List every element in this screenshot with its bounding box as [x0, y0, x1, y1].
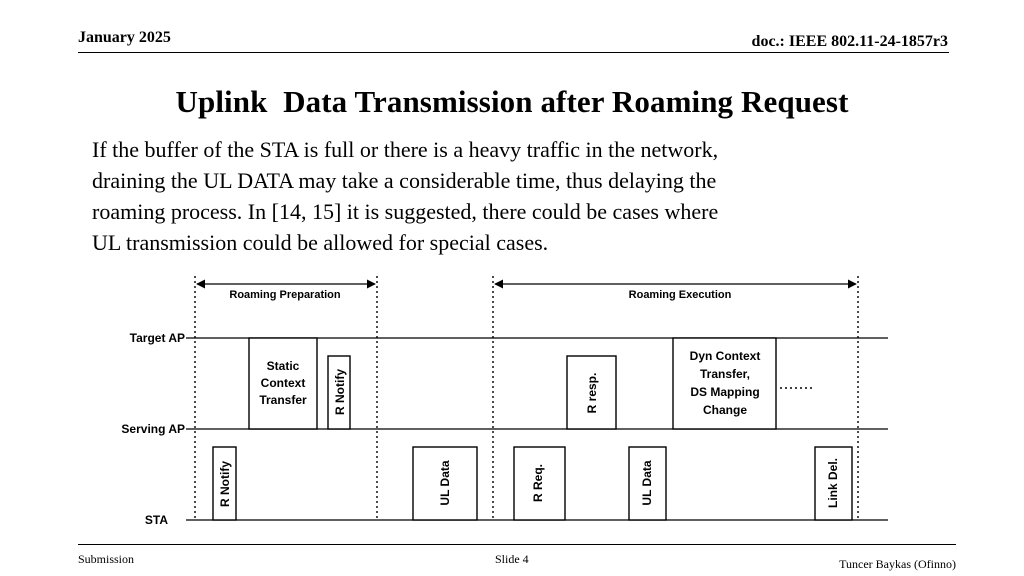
ul-data-box-1 — [413, 447, 477, 520]
link-del-label: Link Del. — [826, 457, 840, 509]
serving-ap-label: Serving AP — [121, 422, 185, 436]
body-line-4: UL transmission could be allowed for special cases. — [92, 230, 549, 255]
target-ap-label: Target AP — [129, 331, 185, 345]
slide-title: Uplink Data Transmission after Roaming Request — [175, 84, 849, 119]
footer-slide-number: Slide 4 — [495, 552, 529, 566]
header-doc-id: doc.: IEEE 802.11-24-1857r3 — [751, 33, 948, 50]
body-line-2: draining the UL DATA may take a considerable time, thus delaying the — [92, 168, 717, 193]
dyn-context-line-1: Dyn Context — [689, 349, 761, 363]
dyn-context-transfer-box — [673, 338, 776, 429]
static-context-line-2: Context — [260, 376, 306, 390]
static-context-transfer-box — [249, 338, 317, 429]
preparation-label: Roaming Preparation — [229, 289, 341, 301]
dyn-context-line-4: Change — [702, 403, 748, 417]
r-resp-box — [567, 356, 616, 429]
static-context-line-3: Transfer — [259, 393, 307, 407]
r-resp-label: R resp. — [585, 372, 599, 414]
r-notify-target-label: R Notify — [333, 369, 347, 415]
header-date: January 2025 — [78, 29, 171, 46]
r-req-label: R Req. — [531, 463, 545, 503]
link-del-box — [815, 447, 852, 520]
ul-data-2-label: UL Data — [640, 460, 654, 506]
dyn-context-line-2: Transfer, — [699, 367, 751, 381]
sta-label: STA — [144, 513, 168, 527]
body-line-1: If the buffer of the STA is full or there is a heavy traffic in the network, — [92, 137, 719, 162]
r-notify-target-box — [328, 356, 350, 429]
dyn-context-line-3: DS Mapping — [690, 385, 760, 399]
ul-data-box-2 — [629, 447, 666, 520]
r-notify-sta-box — [213, 447, 236, 520]
ul-data-1-label: UL Data — [438, 460, 452, 506]
body-line-3: roaming process. In [14, 15] it is suggested, there could be cases where — [92, 199, 719, 224]
static-context-line-1: Static — [266, 359, 300, 373]
footer-divider — [78, 544, 956, 545]
r-req-box — [514, 447, 565, 520]
r-notify-sta-label: R Notify — [218, 461, 232, 507]
footer-author: Tuncer Baykas (Ofinno) — [839, 557, 956, 571]
footer-submission: Submission — [78, 552, 135, 566]
execution-label: Roaming Execution — [628, 289, 732, 301]
